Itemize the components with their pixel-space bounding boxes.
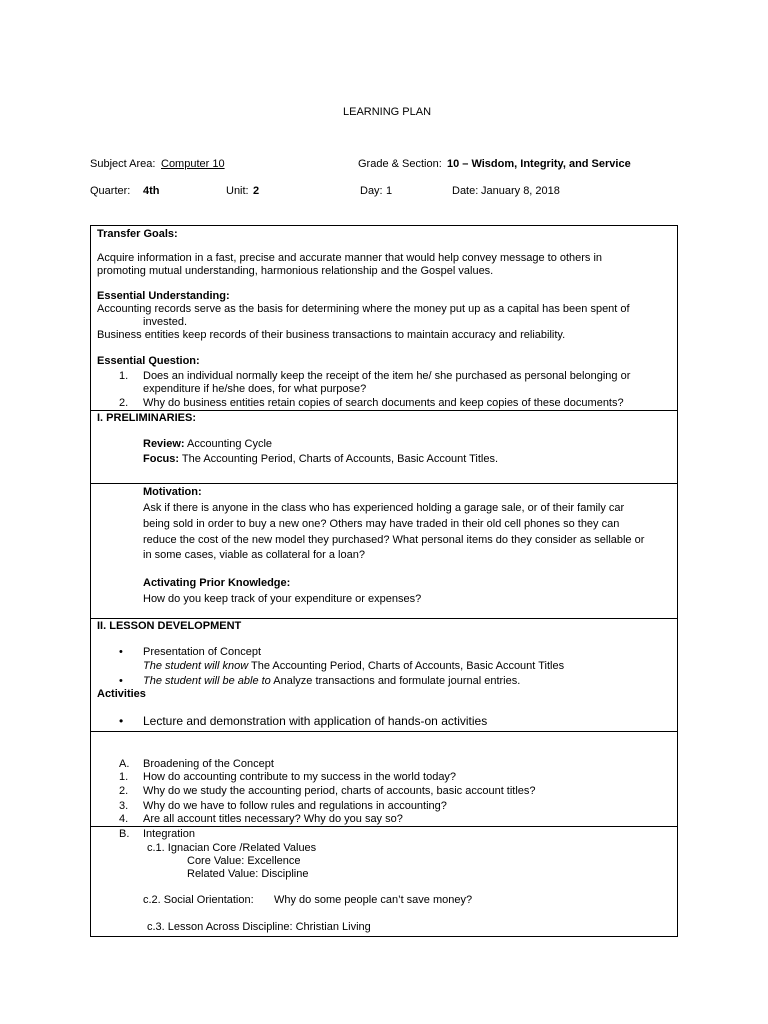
bullet-icon: •	[119, 675, 123, 687]
question-number: 2.	[119, 785, 129, 797]
student-will-be-able-text: Analyze transactions and formulate journal entries.	[270, 675, 521, 687]
broadening-question-1: How do accounting contribute to my success in the world today?	[143, 771, 457, 783]
essential-question-1: expenditure if he/she does, for what purpose?	[143, 383, 367, 395]
broadening-section	[90, 731, 678, 827]
student-will-be-able-label: The student will be able to	[143, 675, 271, 687]
section-letter: B.	[119, 828, 130, 840]
integration-heading: Integration	[143, 828, 195, 840]
lesson-development-section	[90, 618, 678, 732]
quarter-label: Quarter:	[90, 185, 131, 197]
motivation-text: being sold in order to buy a new one? Others may have traded in their old cell phones so they can	[143, 518, 620, 530]
broadening-question-3: Why do we have to follow rules and regulations in accounting?	[143, 800, 447, 812]
preliminaries-heading: I. PRELIMINARIES:	[97, 412, 197, 424]
lesson-development-heading: II. LESSON DEVELOPMENT	[97, 620, 242, 632]
transfer-goals-heading: Transfer Goals:	[97, 228, 178, 240]
quarter-value: 4th	[143, 185, 160, 197]
essential-understanding-text: Accounting records serve as the basis for determining where the money put up as a capital has been spent of	[97, 303, 630, 315]
grade-section-value: 10 – Wisdom, Integrity, and Service	[447, 158, 631, 170]
presentation-of-concept: Presentation of Concept	[143, 646, 262, 658]
student-will-be-able-line	[143, 676, 520, 687]
subject-area-value: Computer 10	[161, 158, 225, 170]
broadening-heading: Broadening of the Concept	[143, 758, 274, 770]
section-letter: A.	[119, 758, 130, 770]
essential-question-1: Does an individual normally keep the receipt of the item he/ she purchased as personal belonging or	[143, 370, 631, 382]
motivation-heading: Motivation:	[143, 486, 202, 498]
transfer-goals-text: Acquire information in a fast, precise and accurate manner that would help convey message to others in	[97, 252, 603, 264]
transfer-goals-text: promoting mutual understanding, harmonious relationship and the Gospel values.	[97, 265, 494, 277]
broadening-question-4: Are all account titles necessary? Why do you say so?	[143, 813, 403, 825]
motivation-text: in some cases, viable as collateral for a loan?	[143, 549, 365, 561]
activity-item: Lecture and demonstration with application of hands-on activities	[143, 714, 488, 728]
day-value: 1	[386, 185, 393, 197]
motivation-section	[90, 483, 678, 619]
grade-section-label: Grade & Section:	[358, 158, 442, 170]
page-title: LEARNING PLAN	[343, 106, 432, 118]
ignacian-values-heading: c.1. Ignacian Core /Related Values	[147, 842, 317, 854]
essential-understanding-heading: Essential Understanding:	[97, 290, 230, 302]
student-will-know-text: The Accounting Period, Charts of Accounts, Basic Account Titles	[248, 660, 565, 672]
focus-line	[143, 454, 498, 465]
core-value: Core Value: Excellence	[187, 855, 301, 867]
integration-section	[90, 826, 678, 937]
question-number: 1.	[119, 771, 129, 783]
lesson-across-discipline: c.3. Lesson Across Discipline: Christian Living	[147, 921, 371, 933]
related-value: Related Value: Discipline	[187, 868, 309, 880]
essential-question-heading: Essential Question:	[97, 355, 200, 367]
unit-label: Unit:	[226, 185, 249, 197]
question-number: 2.	[119, 397, 129, 409]
bullet-icon: •	[119, 714, 124, 728]
question-number: 3.	[119, 800, 129, 812]
day-label: Day:	[360, 185, 383, 197]
essential-understanding-text: invested.	[143, 316, 188, 328]
activities-heading: Activities	[97, 688, 146, 700]
date-label: Date:	[452, 185, 479, 197]
activating-prior-knowledge-text: How do you keep track of your expenditure or expenses?	[143, 593, 422, 605]
date-value: January 8, 2018	[481, 185, 560, 197]
focus-label: Focus:	[143, 453, 180, 465]
essential-question-2: Why do business entities retain copies of search documents and keep copies of these documents?	[143, 397, 624, 409]
bullet-icon: •	[119, 646, 123, 658]
subject-area-label: Subject Area:	[90, 158, 156, 170]
broadening-question-2: Why do we study the accounting period, charts of accounts, basic account titles?	[143, 785, 536, 797]
review-line	[143, 439, 272, 450]
student-will-know-line	[143, 661, 564, 672]
unit-value: 2	[253, 185, 260, 197]
motivation-text: Ask if there is anyone in the class who has experienced holding a garage sale, or of their family car	[143, 502, 625, 514]
review-value: Accounting Cycle	[184, 438, 273, 450]
preliminaries-section	[90, 410, 678, 484]
question-number: 1.	[119, 370, 129, 382]
goals-section	[90, 225, 678, 411]
review-label: Review:	[143, 438, 185, 450]
essential-understanding-text: Business entities keep records of their business transactions to maintain accuracy and reliability.	[97, 329, 566, 341]
student-will-know-label: The student will know	[143, 660, 249, 672]
motivation-text: reduce the cost of the new model they purchased? What personal items do they consider as sellable or	[143, 534, 645, 546]
question-number: 4.	[119, 813, 129, 825]
focus-value: The Accounting Period, Charts of Accounts, Basic Account Titles.	[179, 453, 499, 465]
social-orientation-text: Why do some people can’t save money?	[274, 894, 473, 906]
activating-prior-knowledge-heading: Activating Prior Knowledge:	[143, 577, 291, 589]
social-orientation-label: c.2. Social Orientation:	[143, 894, 254, 906]
